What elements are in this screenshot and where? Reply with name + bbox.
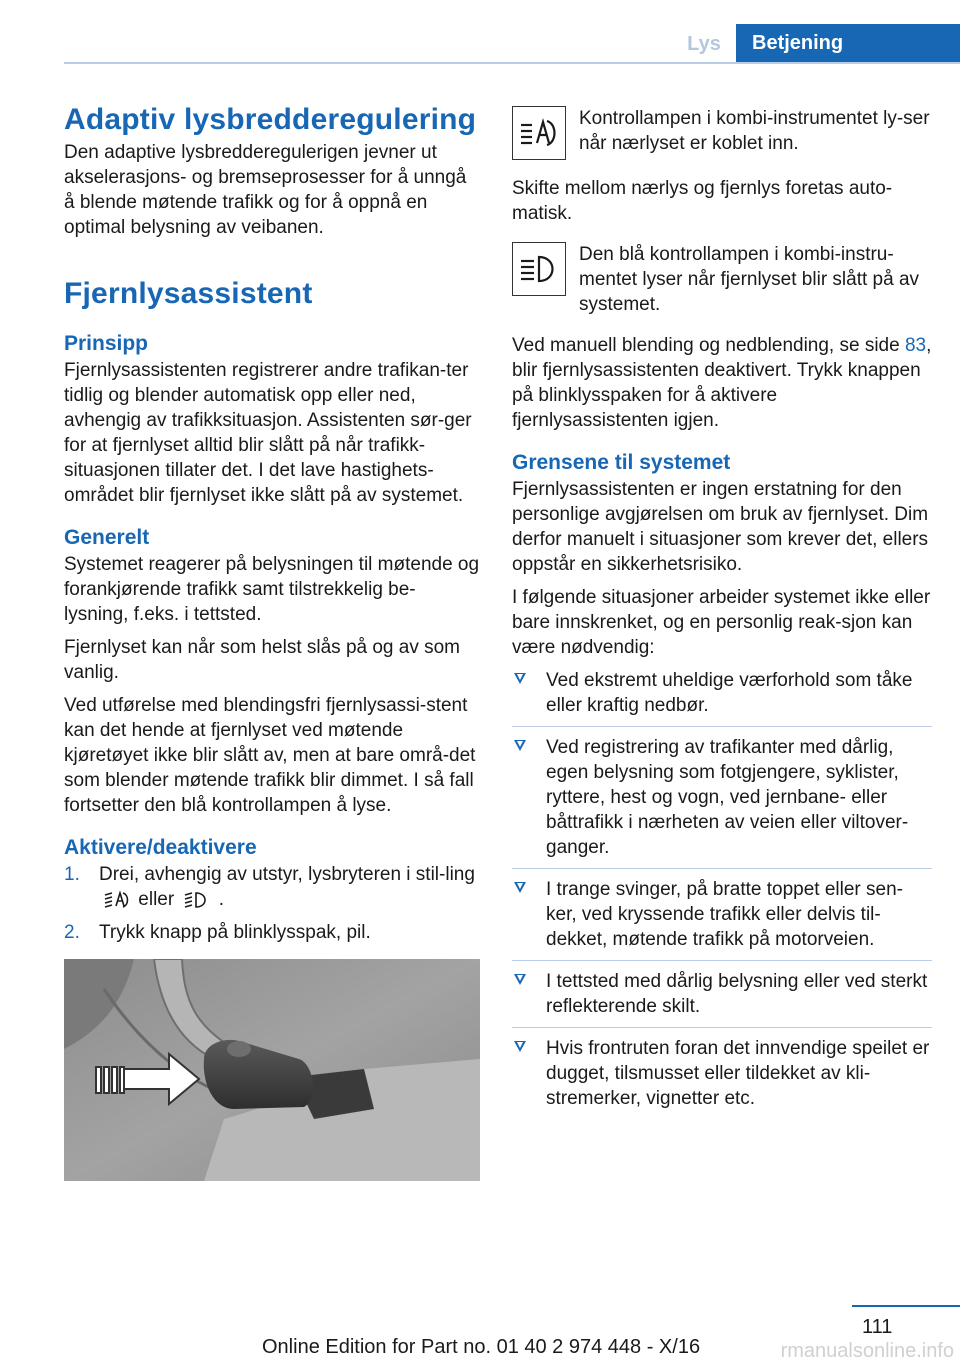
limitations-list <box>512 668 932 1119</box>
low-beam-icon <box>183 890 209 910</box>
paragraph-manuell <box>512 333 932 433</box>
paragraph-grensene: Fjernlysassistenten er ingen erstatning for den personlige avgjørelsen om bruk av fjernlyset. Dim derfor manuelt i situasjoner som krever det, ellers oppstår en sikkerhetsrisiko. <box>512 479 929 575</box>
paragraph-generelt-3: Ved utførelse med blendingsfri fjernlysassi-stent kan det hende at fjernlyset ved møtende kjøretøyet ikke blir slått av, men at bare områ-det som blender møtende trafikk blir dimmet. I så fall fortsetter den blå kontrollampen å lyse. <box>64 695 476 816</box>
paragraph-adaptiv: Den adaptive lysbredderegulerigen jevner ut akselerasjons- og bremseprosesser for å unngå å blende møtende trafikk og for å oppnå en optimal belysning av veibanen. <box>64 142 467 238</box>
list-item <box>512 877 932 961</box>
list-item-text: Hvis frontruten foran det innvendige speilet er dugget, tilsmusset eller tildekket av kli-stremerker, vignetter etc. <box>546 1038 930 1109</box>
indicator-row-low-beam <box>512 106 932 160</box>
list-item-text: I tettsted med dårlig belysning eller ved sterkt reflekterende skilt. <box>546 971 928 1017</box>
indicator-text-high-beam: Den blå kontrollampen i kombi-instru-mentet lyser når fjernlyset blir slått på av systemet. <box>579 244 920 315</box>
header-chapter-tab: Betjening <box>736 24 960 62</box>
heading-generelt: Generelt <box>64 526 150 549</box>
paragraph-generelt-2: Fjernlyset kan når som helst slås på og av som vanlig. <box>64 637 461 683</box>
step-item <box>64 920 480 945</box>
steps-list <box>64 862 480 945</box>
list-item-text: Ved ekstremt uheldige værforhold som tåke eller kraftig nedbør. <box>546 670 913 716</box>
indicator-row-high-beam <box>512 242 932 317</box>
step-text: Trykk knapp på blinklysspak, pil. <box>99 922 371 943</box>
step-text-post: . <box>218 889 225 910</box>
step-text-mid: eller <box>138 889 175 910</box>
list-item-text: I trange svinger, på bratte toppet eller sen-ker, ved kryssende trafikk eller delvis til-dekket, møtende trafikk på motorveien. <box>546 879 903 950</box>
paragraph-manuell-part2: , blir fjernlysassistenten deaktivert. Trykk knappen på blinklysspaken for å aktivere fjernlysassistenten igjen. <box>512 335 932 431</box>
watermark: rmanualsonline.info <box>780 1340 954 1362</box>
heading-fjernlysassistent: Fjernlysassistent <box>64 277 313 310</box>
turn-signal-lever-photo <box>64 959 480 1181</box>
indicator-text-low-beam: Kontrollampen i kombi-instrumentet ly-ser når nærlyset er koblet inn. <box>579 108 930 154</box>
step-item <box>64 862 480 912</box>
paragraph-skifte: Skifte mellom nærlys og fjernlys foretas auto-matisk. <box>512 178 893 224</box>
triangle-bullet-icon <box>514 882 526 893</box>
triangle-bullet-icon <box>514 1041 526 1052</box>
paragraph-manuell-part1: Ved manuell blending og nedblending, se side <box>512 335 905 356</box>
paragraph-generelt-1: Systemet reagerer på belysningen til møtende og forankjørende trafikk samt tilstrekkelig be-lysning, f.eks. i tettsted. <box>64 554 480 625</box>
list-item <box>512 668 932 727</box>
triangle-bullet-icon <box>514 740 526 751</box>
heading-adaptiv: Adaptiv lysbredderegulering <box>64 103 477 136</box>
heading-aktivere: Aktivere/deaktivere <box>64 836 257 859</box>
high-beam-indicator-icon <box>512 242 566 296</box>
list-item-text: Ved registrering av trafikanter med dårlig, egen belysning som fotgjengere, syklister, ryttere, hest og vogn, ved jernbane- eller båttrafikk i nærheten av veien eller viltover-ganger. <box>546 737 909 858</box>
step-number: 2. <box>64 922 80 943</box>
step-number: 1. <box>64 864 80 885</box>
header-rule <box>64 62 960 64</box>
page-reference-link[interactable]: 83 <box>904 335 927 356</box>
list-item <box>512 1036 932 1119</box>
auto-headlight-indicator-icon <box>512 106 566 160</box>
paragraph-situasjoner: I følgende situasjoner arbeider systemet ikke eller bare innskrenket, og en personlig reak-sjon kan være nødvendig: <box>512 587 931 658</box>
page-number-rule <box>852 1305 960 1307</box>
list-item <box>512 969 932 1028</box>
left-column <box>64 100 480 1181</box>
triangle-bullet-icon <box>514 974 526 985</box>
list-item <box>512 735 932 869</box>
edition-footer: Online Edition for Part no. 01 40 2 974 448 - X/16 <box>262 1336 701 1358</box>
auto-headlight-icon <box>103 890 129 910</box>
paragraph-prinsipp: Fjernlysassistenten registrerer andre trafikan-ter tidlig og blender automatisk opp eller ned, avhengig av trafikksituasjon. Assistenten sør-ger for at fjernlyset alltid blir slått på når trafikk-situasjonen tillater det. I det lave hastighets-området blir fjernlyset ikke slått på av systemet. <box>64 360 472 506</box>
right-column <box>512 106 932 1127</box>
triangle-bullet-icon <box>514 673 526 684</box>
header-section-tab: Lys <box>687 33 721 55</box>
heading-prinsipp: Prinsipp <box>64 332 149 355</box>
page-number: 111 <box>862 1316 893 1338</box>
step-text-pre: Drei, avhengig av utstyr, lysbryteren i stil-ling <box>99 864 475 885</box>
heading-grensene: Grensene til systemet <box>512 451 731 474</box>
